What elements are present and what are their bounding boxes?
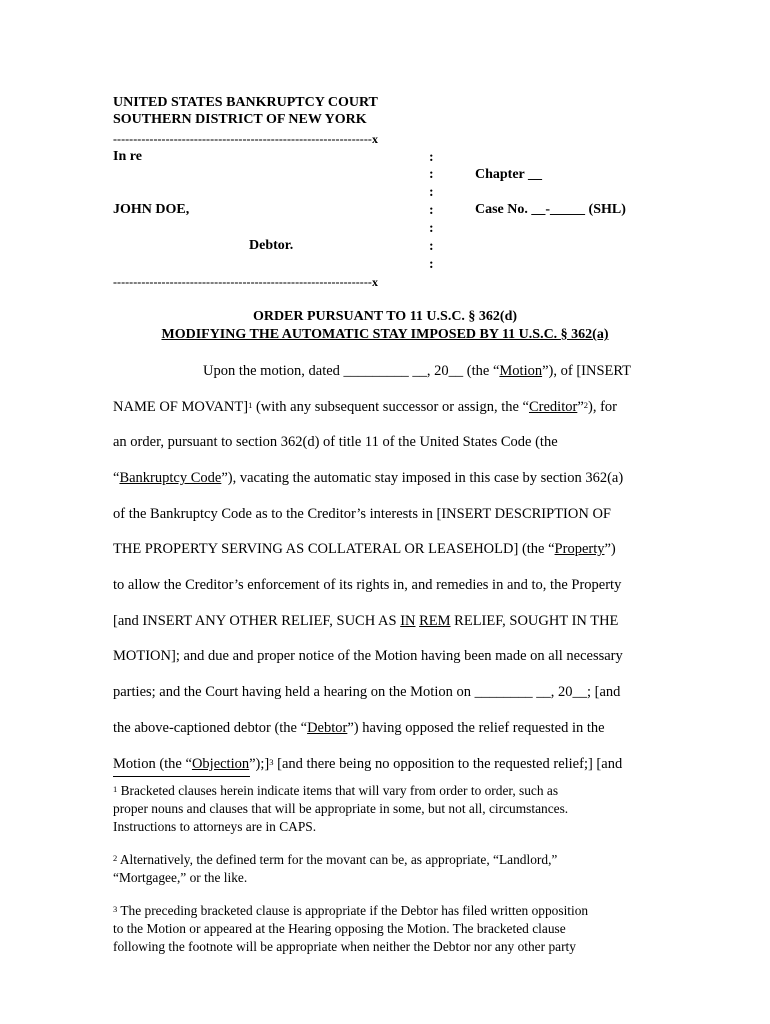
footnote-3: $^3$ The preceding bracketed clause is appropriate if the Debtor has filed written opposition [113,903,589,918]
defined-term-objection: Objection [191,756,250,772]
footnote-1-line: Instructions to attorneys are in CAPS. [113,819,317,834]
defined-term-bankruptcy-code: Bankruptcy Code [119,470,222,486]
caption-colon: : [429,203,434,218]
order-title-line2: MODIFYING THE AUTOMATIC STAY IMPOSED BY 11 U.S.C. § 362(a) [161,327,609,342]
footnote-3-line: to the Motion or appeared at the Hearing opposing the Motion. The bracketed clause [113,921,566,936]
defined-term-creditor: Creditor [528,399,578,415]
caption-colon: : [429,150,434,165]
debtor-label: Debtor. [249,238,294,253]
caption-rule-bottom: ----------------------------------------------------------------x [113,275,378,289]
defined-term-property: Property [554,541,605,557]
caption-colon: : [429,257,434,272]
body-line: NAME OF MOVANT]$^1$ (with any subsequent successor or assign, the “Creditor”$^2$), for [113,399,617,415]
chapter-label: Chapter __ [475,167,543,182]
footnote-ref-1: 1 [248,400,253,410]
footnote-separator [113,776,250,777]
body-line: Motion (the “Objection”);]$^3$ [and there being no opposition to the requested relief;] [and [113,756,623,772]
defined-term-motion: Motion [499,363,543,379]
debtor-name: JOHN DOE, [113,202,190,217]
body-line: [and INSERT ANY OTHER RELIEF, SUCH AS IN REM RELIEF, SOUGHT IN THE [113,613,619,629]
footnote-ref-3: 3 [269,757,274,767]
court-district: SOUTHERN DISTRICT OF NEW YORK [113,112,367,127]
case-number: Case No. __-_____ (SHL) [475,202,626,217]
footnote-2: $^2$ Alternatively, the defined term for the movant can be, as appropriate, “Landlord,” [113,852,558,867]
footnote-ref-2: 2 [583,400,588,410]
body-line: MOTION]; and due and proper notice of the Motion having been made on all necessary [113,648,623,664]
body-line: the above-captioned debtor (the “Debtor”) having opposed the relief requested in the [113,720,605,736]
caption-rule-top: ----------------------------------------------------------------x [113,132,378,146]
order-title-line1: ORDER PURSUANT TO 11 U.S.C. § 362(d) [252,309,518,324]
footnote-2-line: “Mortgagee,” or the like. [113,870,248,885]
caption-colon: : [429,221,434,236]
defined-term-debtor: Debtor [307,720,348,736]
caption-colon: : [429,185,434,200]
in-re-label: In re [113,149,142,164]
body-line: “Bankruptcy Code”), vacating the automatic stay imposed in this case by section 362(a) [113,470,624,486]
court-name: UNITED STATES BANKRUPTCY COURT [113,95,378,110]
body-line: parties; and the Court having held a hearing on the Motion on ________ __, 20__; [and [113,684,621,700]
footnote-1: $^1$ Bracketed clauses herein indicate items that will vary from order to order, such as [113,783,559,798]
caption-colon: : [429,239,434,254]
caption-colon: : [429,167,434,182]
body-line: THE PROPERTY SERVING AS COLLATERAL OR LEASEHOLD] (the “Property”) [113,541,616,557]
body-line: an order, pursuant to section 362(d) of title 11 of the United States Code (the [113,434,558,450]
body-line: to allow the Creditor’s enforcement of its rights in, and remedies in and to, the Property [113,577,622,593]
term-in-rem-in: IN [400,613,416,629]
body-line: Upon the motion, dated _________ __, 20__ (the “Motion”), of [INSERT [203,363,632,379]
term-in-rem-rem: REM [419,613,451,629]
body-line: of the Bankruptcy Code as to the Creditor’s interests in [INSERT DESCRIPTION OF [113,506,611,522]
footnote-1-line: proper nouns and clauses that will be appropriate in some, but not all, circumstances. [113,801,569,816]
footnote-3-line: following the footnote will be appropriate when neither the Debtor nor any other party [113,939,576,954]
